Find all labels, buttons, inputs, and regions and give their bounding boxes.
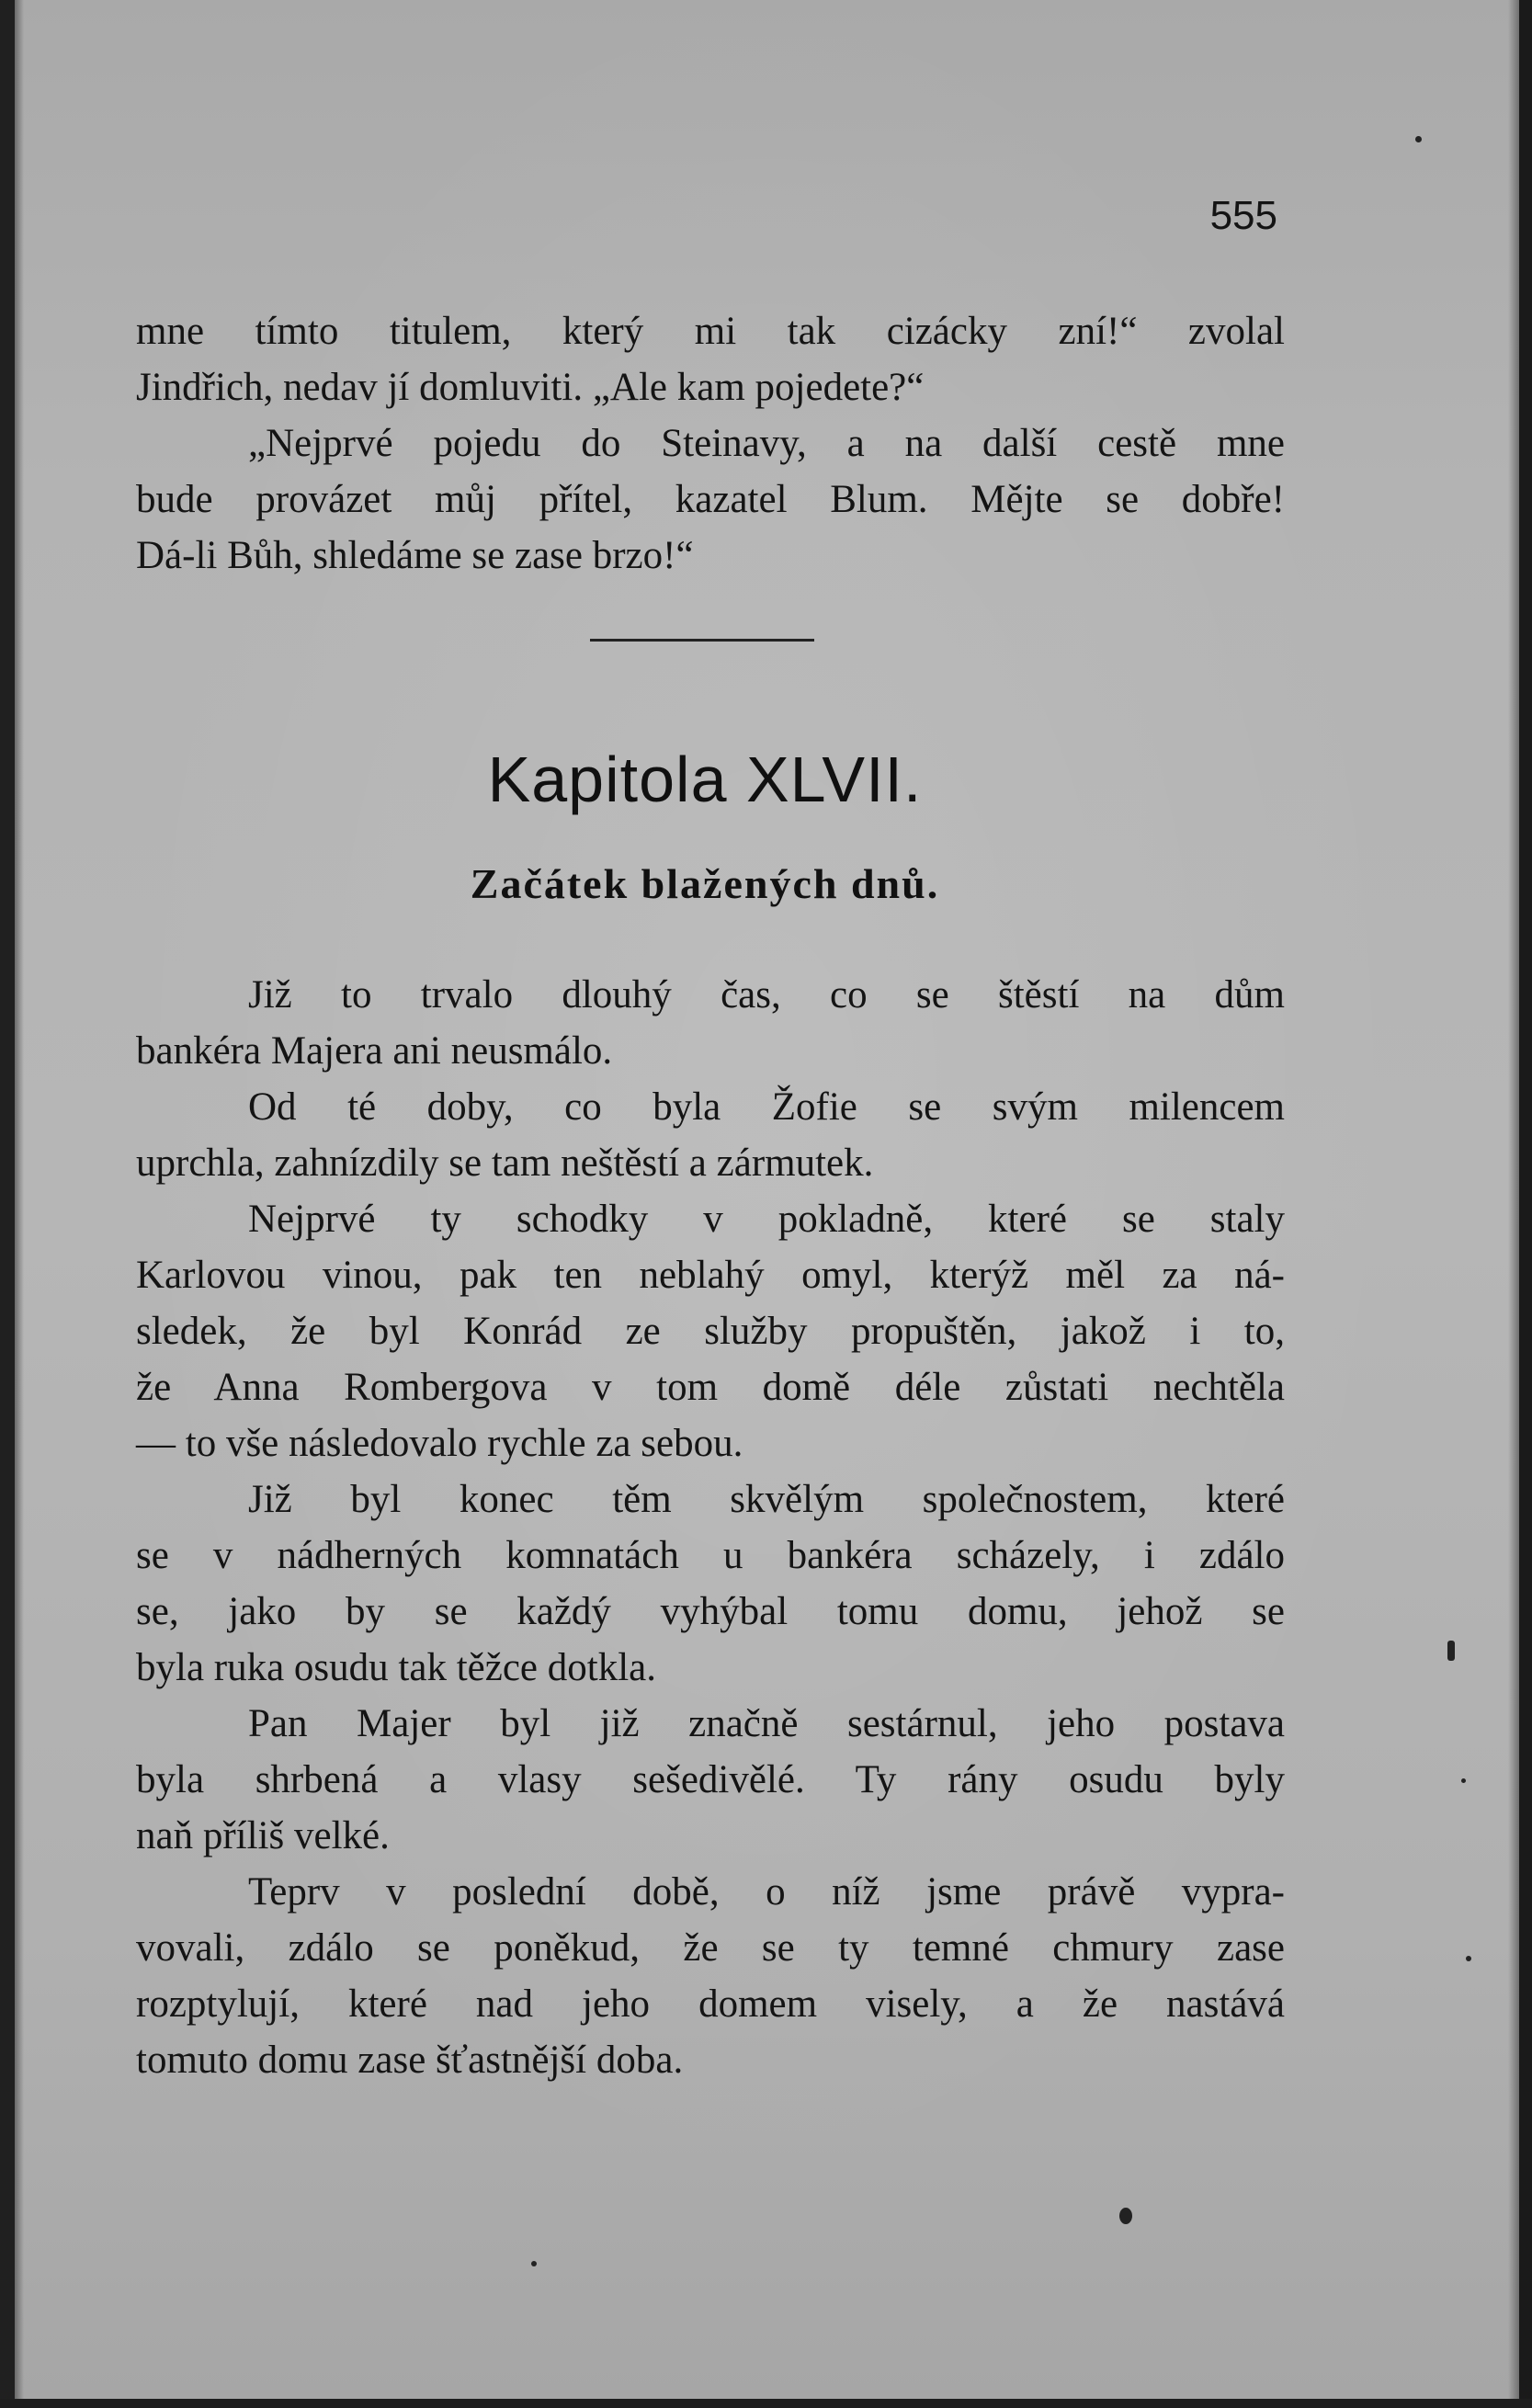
text-line: Jindřich, nedav jí domluviti. „Ale kam pojedete?“ <box>136 366 925 409</box>
text-line: se, jako by se každý vyhýbal tomu domu, jehož se <box>136 1590 1285 1633</box>
text-line: rozptylují, které nad jeho domem visely, a že nastává <box>136 1982 1285 2026</box>
page-left-edge <box>0 0 15 2408</box>
text-line: se v nádherných komnatách u bankéra scházely, i zdálo <box>136 1534 1285 1577</box>
page-bottom-edge <box>0 2399 1532 2408</box>
text-line: mne tímto titulem, který mi tak cizácky zní!“ zvolal <box>136 310 1285 353</box>
scan-speck <box>1415 136 1422 142</box>
text-line: Teprv v poslední době, o níž jsme právě vypra- <box>248 1870 1285 1914</box>
text-line: Od té doby, co byla Žofie se svým milencem <box>248 1085 1285 1129</box>
text-line: „Nejprvé pojedu do Steinavy, a na další cestě mne <box>248 422 1285 465</box>
chapter-subtitle: Začátek blažených dnů. <box>470 860 940 907</box>
text-line: — to vše následovalo rychle za sebou. <box>136 1422 743 1465</box>
page-number: 555 <box>1209 193 1277 238</box>
text-line: Pan Majer byl již značně sestárnul, jeho postava <box>248 1702 1285 1745</box>
text-line: uprchla, zahnízdily se tam neštěstí a zármutek. <box>136 1142 874 1185</box>
scan-speck <box>1447 1641 1455 1661</box>
chapter-body <box>136 967 1285 2088</box>
text-line: tomuto domu zase šťastnější doba. <box>136 2039 684 2082</box>
scan-speck <box>1119 2208 1132 2224</box>
text-line: bankéra Majera ani neusmálo. <box>136 1029 613 1073</box>
chapter-title: Kapitola XLVII. <box>487 744 923 815</box>
top-text <box>136 303 1285 584</box>
scan-speck <box>1466 1956 1471 1961</box>
section-separator <box>590 639 814 642</box>
text-line: Karlovou vinou, pak ten neblahý omyl, kterýž měl za ná- <box>136 1254 1285 1297</box>
page-right-edge <box>1519 0 1532 2408</box>
page-left-shadow <box>15 0 24 2408</box>
page-right-shadow <box>1508 0 1519 2408</box>
text-line: Nejprvé ty schodky v pokladně, které se staly <box>248 1198 1285 1241</box>
text-line: Již byl konec těm skvělým společnostem, které <box>248 1478 1285 1521</box>
text-line: že Anna Rombergova v tom domě déle zůstati nechtěla <box>136 1366 1285 1409</box>
text-line: byla shrbená a vlasy sešedivělé. Ty rány osudu byly <box>136 1758 1285 1801</box>
text-line: naň příliš velké. <box>136 1814 390 1857</box>
text-line: sledek, že byl Konrád ze služby propuštěn, jakož i to, <box>136 1310 1285 1353</box>
text-line: Dá-li Bůh, shledáme se zase brzo!“ <box>136 534 694 577</box>
text-line: bude provázet můj přítel, kazatel Blum. Mějte se dobře! <box>136 478 1285 521</box>
text-line: byla ruka osudu tak těžce dotkla. <box>136 1646 656 1689</box>
scan-speck <box>531 2261 537 2266</box>
scan-speck <box>1461 1778 1466 1783</box>
text-line: vovali, zdálo se poněkud, že se ty temné chmury zase <box>136 1926 1285 1970</box>
text-line: Již to trvalo dlouhý čas, co se štěstí na dům <box>248 973 1285 1017</box>
